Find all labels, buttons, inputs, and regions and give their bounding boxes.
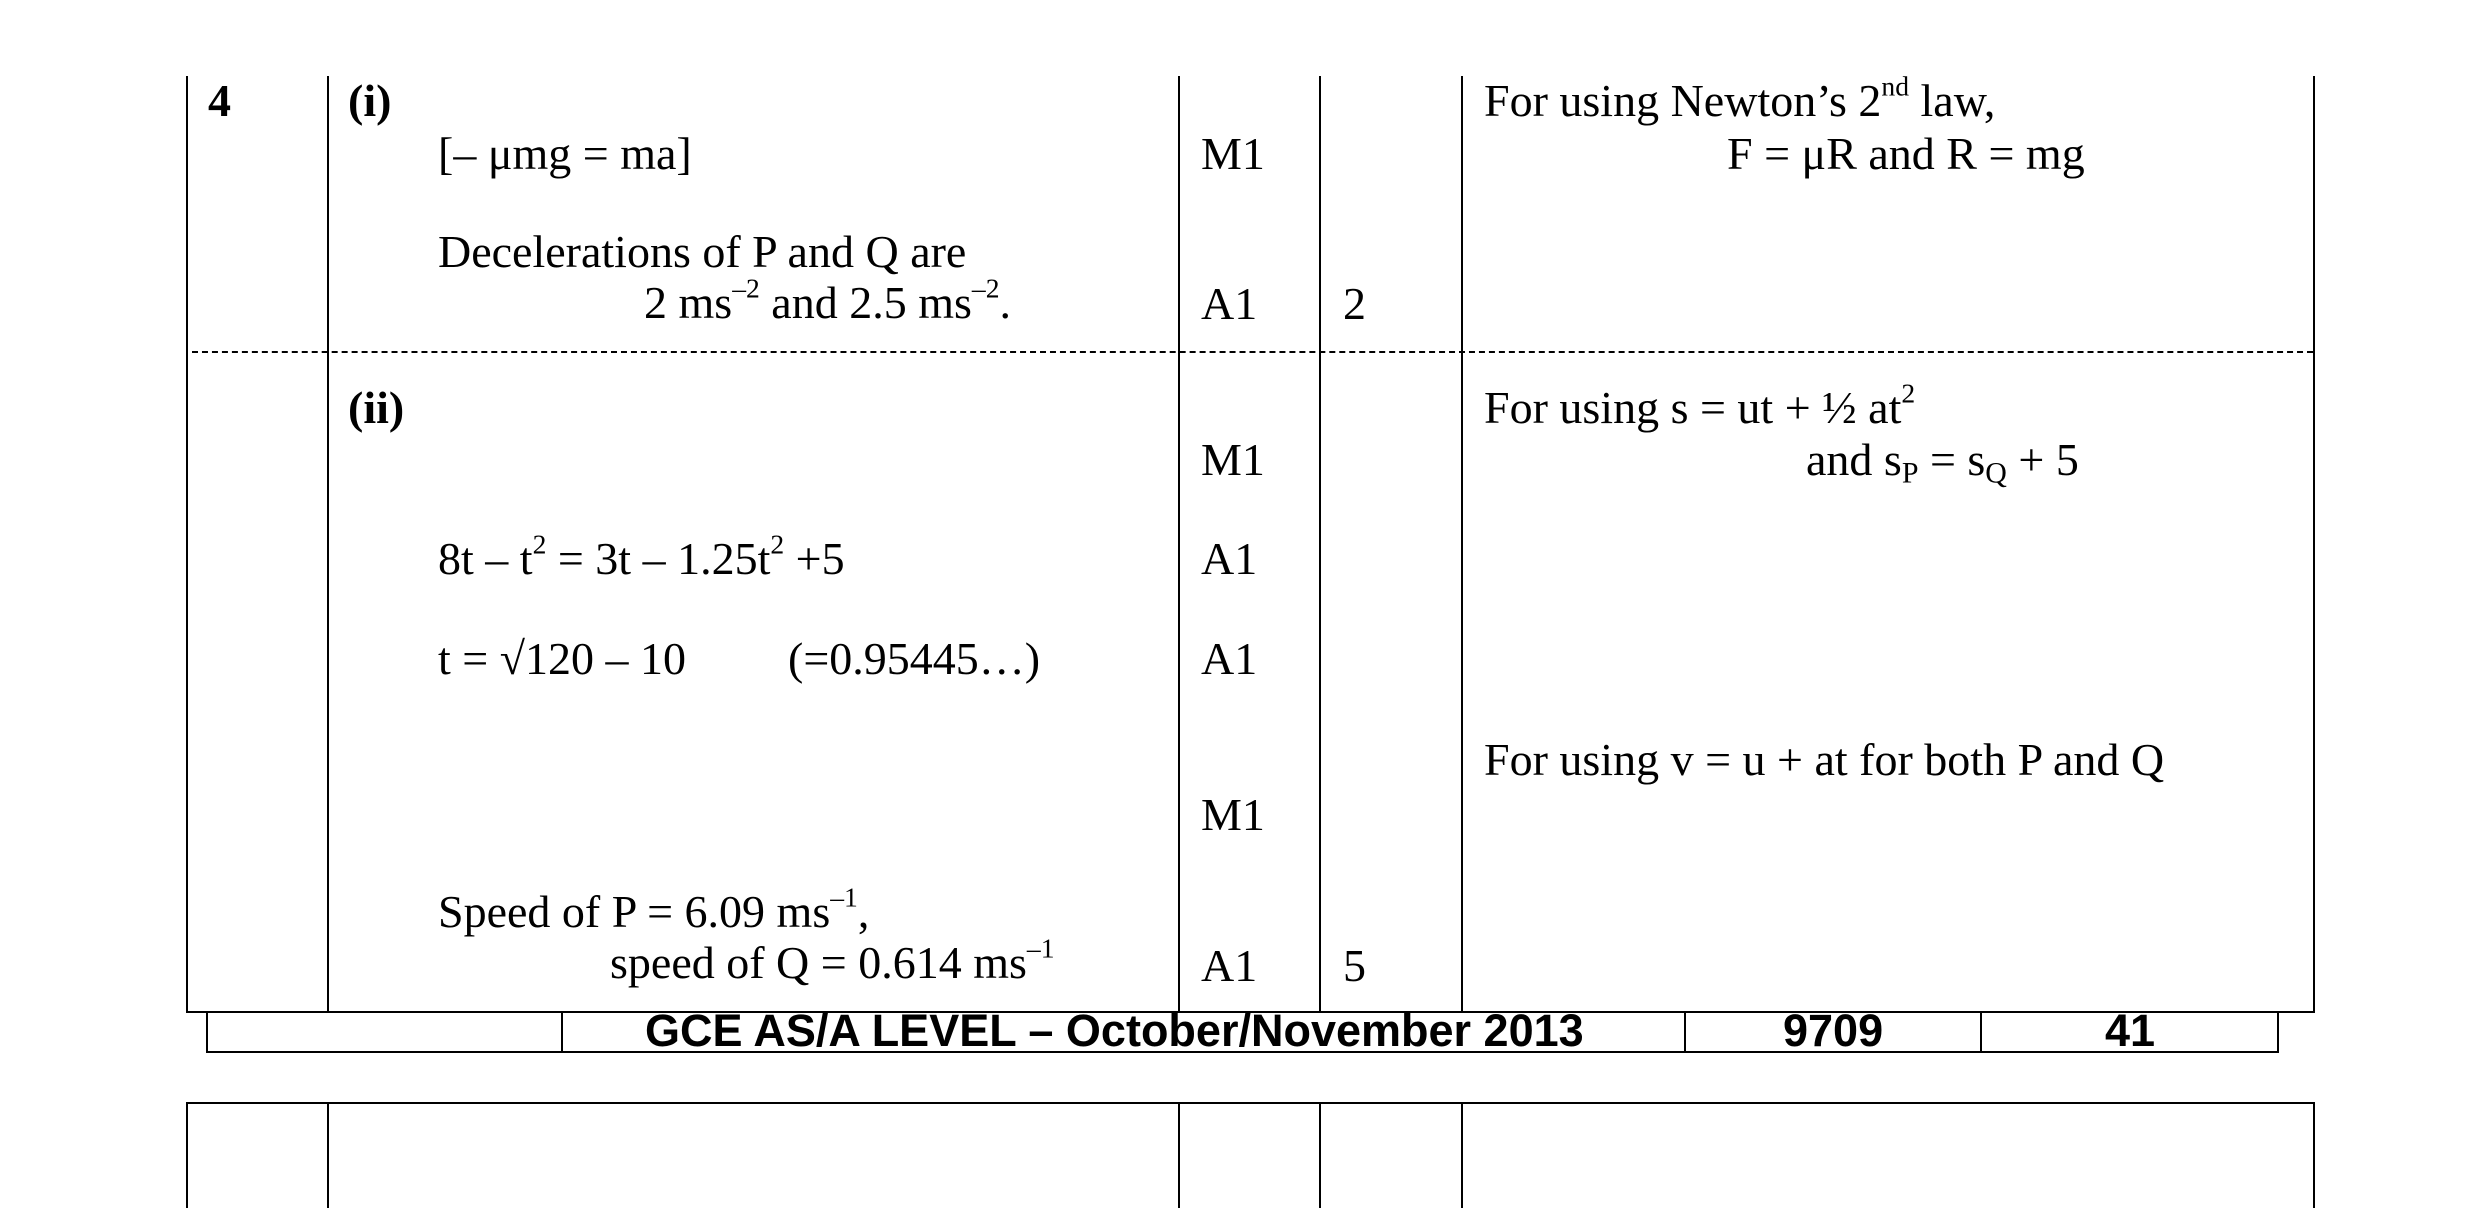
question-number: 4 (208, 75, 231, 126)
part-ii-guidance-2: and $s_P = s_Q + 5$ (1806, 434, 2079, 490)
table-border-right (2313, 76, 2315, 1013)
part-ii-speed-p: Speed of P = 6.09 $ms^{-1}$, (438, 881, 870, 937)
part-ii-total: 5 (1343, 940, 1366, 991)
footer-paper-number: 41 (2105, 1005, 2156, 1056)
footer-divider-1 (561, 1011, 563, 1052)
part-ii-speed-q: speed of Q = 0.614 $ms^{-1}$ (610, 932, 1055, 988)
part-ii-mark-3: A1 (1201, 633, 1258, 684)
part-ii-label: (ii) (348, 382, 405, 433)
part-ii-mark-1: M1 (1201, 434, 1265, 485)
footer-border-left (206, 1011, 208, 1052)
table-divider-total (1319, 76, 1321, 1013)
next-table-divider-guidance (1461, 1102, 1463, 1208)
part-ii-mark-4: M1 (1201, 789, 1265, 840)
part-ii-equation-2-value: (=0.95445…) (788, 633, 1041, 684)
footer-exam-title: GCE AS/A LEVEL – October/November 2013 (645, 1005, 1584, 1056)
part-i-total: 2 (1343, 278, 1366, 329)
footer-border-right (2277, 1011, 2279, 1052)
part-i-decelerations-text: Decelerations of P and Q are (438, 226, 967, 277)
table-divider-mark (1178, 76, 1180, 1013)
footer-syllabus-code: 9709 (1783, 1005, 1884, 1056)
next-table-border-left (186, 1102, 188, 1208)
next-table-divider-total (1319, 1102, 1321, 1208)
table-divider-qnum (327, 76, 329, 1013)
next-table-border-right (2313, 1102, 2315, 1208)
part-i-equation: [– μmg = ma] (438, 128, 692, 179)
part-i-decelerations-values: 2 $ms^{-2}$ and 2.5 $ms^{-2}$. (644, 272, 1011, 328)
part-i-label: (i) (348, 75, 392, 126)
part-i-mark-a1: A1 (1201, 278, 1258, 329)
part-ii-equation-2: t = √120 – 10 (438, 633, 686, 684)
next-table-border-top (186, 1102, 2315, 1104)
part-ii-mark-5: A1 (1201, 940, 1258, 991)
table-divider-guidance (1461, 76, 1463, 1013)
part-ii-mark-2: A1 (1201, 533, 1258, 584)
part-i-guidance-2: F = μR and R = mg (1727, 128, 2085, 179)
part-i-mark-m1: M1 (1201, 128, 1265, 179)
part-ii-guidance-1: For using s = ut + ½ $at^2$ (1484, 377, 1916, 433)
part-ii-guidance-3: For using v = u + at for both P and Q (1484, 734, 2165, 785)
next-table-divider-mark (1178, 1102, 1180, 1208)
next-table-divider-qnum (327, 1102, 329, 1208)
part-ii-equation-1: $8t - t^2 = 3t - 1.25t^2 +5$ (438, 528, 845, 584)
footer-divider-3 (1980, 1011, 1982, 1052)
footer-divider-2 (1684, 1011, 1686, 1052)
part-i-guidance-1: For using Newton’s 2nd law, (1484, 70, 1996, 126)
table-border-left (186, 76, 188, 1013)
part-separator (192, 351, 2313, 353)
